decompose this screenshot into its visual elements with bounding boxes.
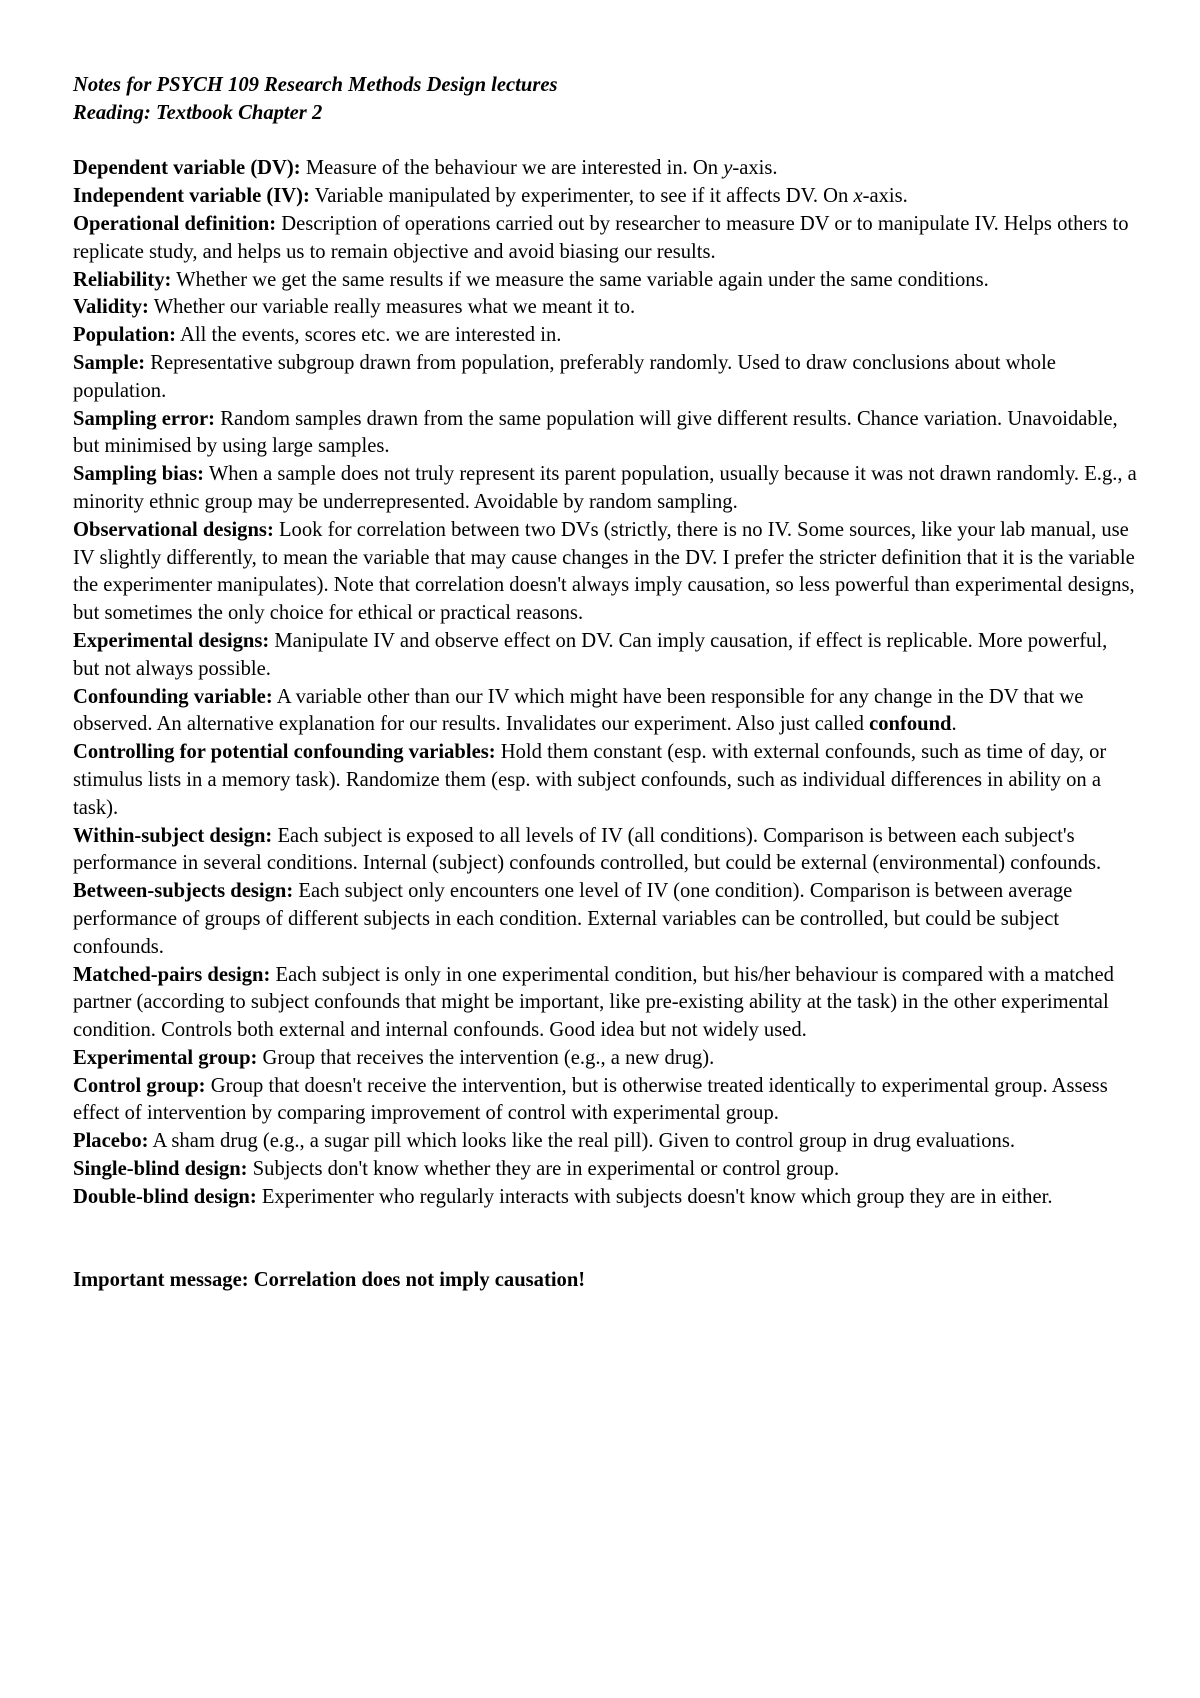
glossary-entry-population bbox=[73, 322, 1138, 350]
glossary-term: Dependent variable (DV): bbox=[73, 157, 301, 180]
glossary-entry-matched-pairs-design bbox=[73, 962, 1138, 1045]
glossary-definition: Whether we get the same results if we measure the same variable again under the same conditions. bbox=[176, 268, 989, 291]
glossary-entry-independent-variable bbox=[73, 183, 1138, 211]
glossary-term: Experimental designs: bbox=[73, 629, 270, 652]
glossary-bold-term: confound bbox=[869, 713, 952, 736]
glossary-definition: Variable manipulated by experimenter, to see if it affects DV. On bbox=[314, 185, 854, 208]
glossary-definition: Random samples drawn from the same population will give different results. Chance variation. Unavoidable, but minimised by using large samples. bbox=[73, 407, 1118, 458]
glossary-term: Single-blind design: bbox=[73, 1158, 248, 1181]
glossary-term: Between-subjects design: bbox=[73, 880, 294, 903]
document-page bbox=[73, 72, 1138, 1295]
glossary-term: Within-subject design: bbox=[73, 824, 273, 847]
glossary-entry-confounding-variable bbox=[73, 684, 1138, 740]
axis-variable: y bbox=[723, 157, 733, 180]
glossary-entry-between-subjects-design bbox=[73, 878, 1138, 961]
glossary-entry-placebo bbox=[73, 1128, 1138, 1156]
glossary-entry-operational-definition bbox=[73, 211, 1138, 267]
glossary-definition: Whether our variable really measures what we meant it to. bbox=[153, 296, 636, 319]
glossary-definition: When a sample does not truly represent its parent population, usually because it was not drawn randomly. E.g., a minority ethnic group may be underrepresented. Avoidable by random sampling. bbox=[73, 463, 1137, 513]
glossary-term: Control group: bbox=[73, 1074, 206, 1097]
glossary-term: Observational designs: bbox=[73, 518, 274, 541]
glossary-entry-reliability bbox=[73, 267, 1138, 295]
glossary-entry-experimental-designs bbox=[73, 628, 1138, 684]
glossary-term: Sampling error: bbox=[73, 407, 216, 430]
glossary-definition: A sham drug (e.g., a sugar pill which looks like the real pill). Given to control group in drug evaluations. bbox=[152, 1130, 1015, 1153]
glossary-definition-end: -axis. bbox=[732, 157, 778, 180]
glossary-term: Population: bbox=[73, 324, 176, 347]
glossary-entry-single-blind-design bbox=[73, 1156, 1138, 1184]
glossary-term: Experimental group: bbox=[73, 1046, 258, 1069]
document-title: Notes for PSYCH 109 Research Methods Design lectures bbox=[73, 74, 558, 96]
spacer bbox=[73, 1212, 1138, 1240]
glossary-term: Reliability: bbox=[73, 268, 172, 291]
glossary-definition-end: -axis. bbox=[862, 185, 908, 208]
glossary-definition: All the events, scores etc. we are interested in. bbox=[180, 324, 562, 347]
glossary-term: Sampling bias: bbox=[73, 463, 205, 486]
glossary-term: Independent variable (IV): bbox=[73, 185, 310, 208]
glossary-entry-experimental-group bbox=[73, 1045, 1138, 1073]
glossary-definition: Each subject only encounters one level of IV (one condition). Comparison is between average performance of groups of different subjects in each condition. External variables can be controlled, but could be subject confounds. bbox=[73, 880, 1073, 958]
glossary-definition: Representative subgroup drawn from population, preferably randomly. Used to draw conclusions about whole population. bbox=[73, 351, 1056, 402]
glossary-definition: Each subject is exposed to all levels of IV (all conditions). Comparison is between each subject's performance in several conditions. Internal (subject) confounds controlled, but could be external (environmental) confounds. bbox=[73, 824, 1102, 875]
glossary-term: Validity: bbox=[73, 296, 149, 319]
glossary-entry-sample bbox=[73, 350, 1138, 406]
glossary-definition-end: . bbox=[951, 713, 957, 736]
glossary-definition: Manipulate IV and observe effect on DV. Can imply causation, if effect is replicable. More powerful, but not always possible. bbox=[73, 629, 1108, 680]
glossary-entry-dependent-variable bbox=[73, 155, 1138, 183]
glossary-term: Placebo: bbox=[73, 1130, 149, 1153]
glossary-term: Matched-pairs design: bbox=[73, 963, 271, 986]
glossary-definition: Group that receives the intervention (e.g., a new drug). bbox=[262, 1046, 715, 1069]
glossary-entry-sampling-error bbox=[73, 406, 1138, 462]
glossary-definition: A variable other than our IV which might have been responsible for any change in the DV that we observed. An alternative explanation for our results. Invalidates our experiment. Also just called bbox=[73, 685, 1084, 736]
axis-variable: x bbox=[853, 185, 863, 208]
glossary-definition: Hold them constant (esp. with external confounds, such as time of day, or stimulus lists in a memory task). Randomize them (esp. with subject confounds, such as individual differences in ability on a task). bbox=[73, 741, 1107, 819]
glossary-entry-within-subject-design bbox=[73, 823, 1138, 879]
important-message: Important message: Correlation does not imply causation! bbox=[73, 1269, 586, 1292]
glossary-entry-controlling-confounds bbox=[73, 739, 1138, 822]
glossary bbox=[73, 155, 1138, 1211]
glossary-definition: Look for correlation between two DVs (strictly, there is no IV. Some sources, like your lab manual, use IV slightly differently, to mean the variable that may cause changes in the DV. I prefer the stricter definition that it is the variable the experimenter manipulates). Note that correlation doesn't always imply causation, so less powerful than experimental designs, but sometimes the only choice for ethical or practical reasons. bbox=[73, 518, 1135, 625]
glossary-term: Sample: bbox=[73, 351, 146, 374]
glossary-definition: Each subject is only in one experimental condition, but his/her behaviour is compared with a matched partner (according to subject confounds that might be important, like pre-existing ability at the task) in the other experimental condition. Controls both external and internal confounds. Good idea but not widely used. bbox=[73, 963, 1114, 1042]
glossary-entry-control-group bbox=[73, 1073, 1138, 1129]
glossary-definition: Measure of the behaviour we are interested in. On bbox=[305, 157, 724, 180]
spacer bbox=[73, 1239, 1138, 1267]
glossary-entry-sampling-bias bbox=[73, 461, 1138, 517]
glossary-definition: Experimenter who regularly interacts with subjects doesn't know which group they are in either. bbox=[261, 1185, 1053, 1208]
glossary-entry-observational-designs bbox=[73, 517, 1138, 628]
glossary-entry-double-blind-design bbox=[73, 1184, 1138, 1212]
glossary-definition: Subjects don't know whether they are in experimental or control group. bbox=[252, 1158, 840, 1181]
glossary-definition: Group that doesn't receive the intervention, but is otherwise treated identically to experimental group. Assess effect of intervention by comparing improvement of control with experimental group. bbox=[73, 1074, 1108, 1125]
glossary-term: Double-blind design: bbox=[73, 1185, 257, 1208]
glossary-term: Confounding variable: bbox=[73, 685, 273, 708]
glossary-definition: Description of operations carried out by researcher to measure DV or to manipulate IV. Helps others to replicate study, and helps us to remain objective and avoid biasing our results. bbox=[73, 212, 1129, 263]
glossary-term: Operational definition: bbox=[73, 212, 277, 235]
reading-assignment: Reading: Textbook Chapter 2 bbox=[73, 101, 323, 124]
spacer bbox=[73, 128, 1138, 156]
glossary-term: Controlling for potential confounding variables: bbox=[73, 741, 496, 764]
glossary-entry-validity bbox=[73, 294, 1138, 322]
